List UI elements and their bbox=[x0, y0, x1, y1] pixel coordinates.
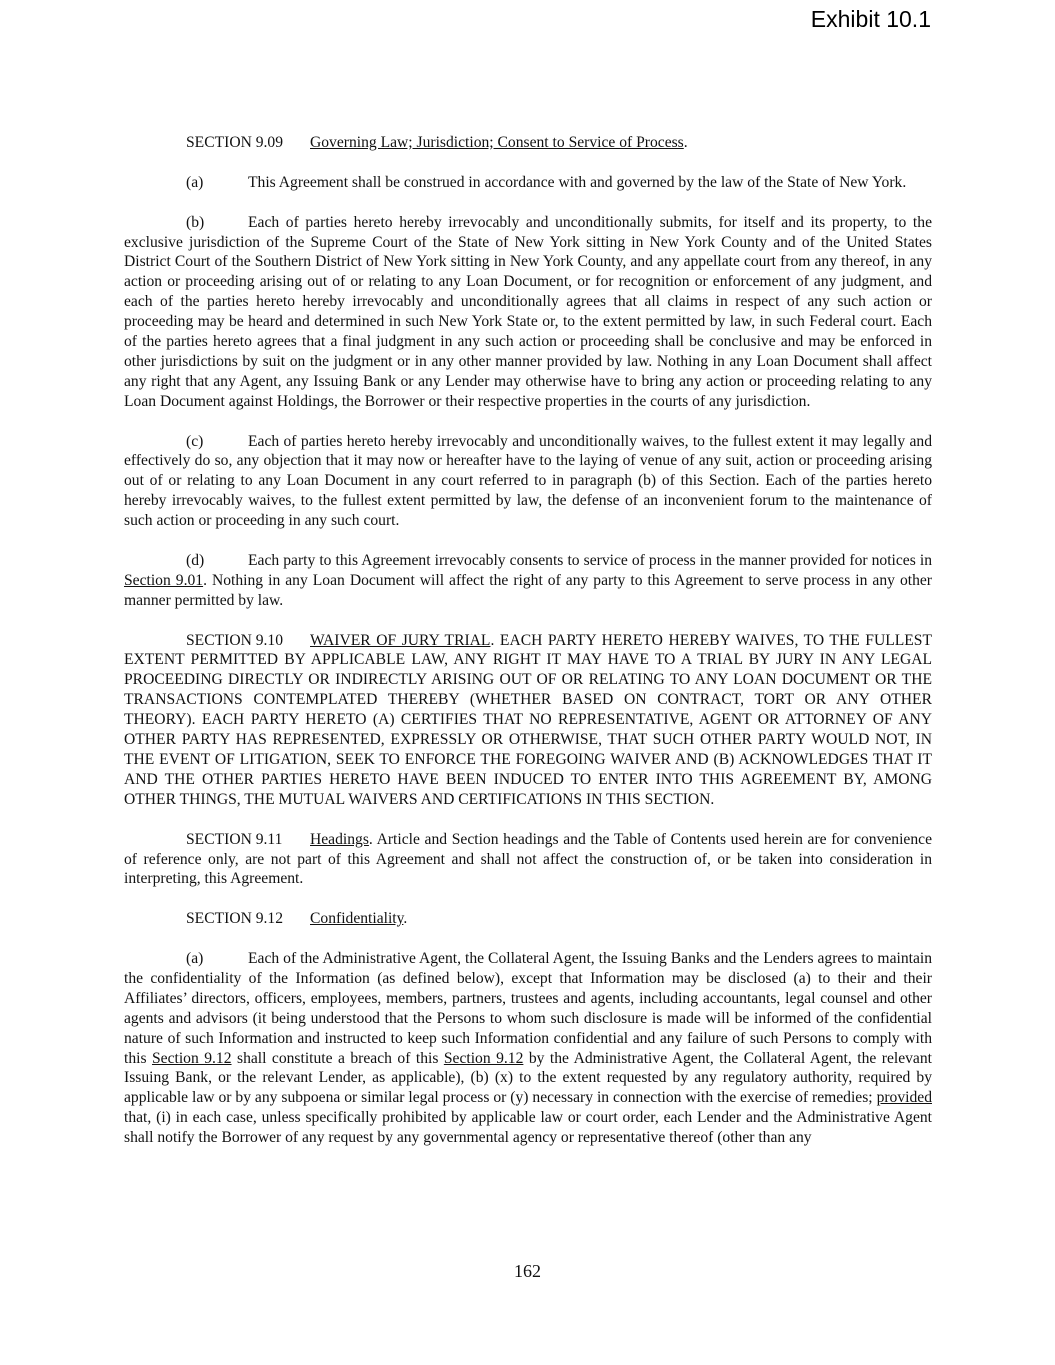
section-number: SECTION 9.09 bbox=[186, 134, 284, 151]
section-number: SECTION 9.11 bbox=[186, 830, 283, 848]
section-9-09-a bbox=[124, 173, 932, 193]
section-9-12-a: (a) Each of the Administrative Agent, the Collateral Agent, the Issuing Banks and the Lenders agrees to maintain the confidentiality of the Information (as defined below), except that Information may be disclosed (a) to their and their Affiliates’ directors, officers, employees, members, partners, trustees and agents, including accountants, legal counsel and other agents and advisors (it being understood that the Persons to whom such disclosure is made will be informed of the confidential nature of such Information and instructed to keep such Information confidential and any failure of such Persons to comply with this Section 9.12 shall constitute a breach of this Section 9.12 by the Administrative Agent, the Collateral Agent, the relevant Issuing Bank, or the relevant Lender, as applicable), (b) (x) to the extent requested by any regulatory authority, required by applicable law or by any subpoena or similar legal process or (y) necessary in connection with the exercise of remedies; provided that, (i) in each case, unless specifically prohibited by applicable law or court order, each Lender and the Administrative Agent shall notify the Borrower of any request by any governmental agency or representative thereof (other than any bbox=[124, 950, 932, 1147]
provided-term: provided bbox=[876, 1089, 932, 1107]
section-reference-link[interactable]: Section 9.12 bbox=[152, 1049, 232, 1067]
document-body bbox=[124, 133, 932, 1168]
paragraph-label: (b) bbox=[186, 213, 205, 231]
exhibit-label: Exhibit 10.1 bbox=[810, 6, 931, 32]
paragraph-text: Each party to this Agreement irrevocably consents to service of process in the manner provided for notices in bbox=[248, 551, 932, 569]
section-reference-link[interactable]: Section 9.01 bbox=[124, 571, 204, 589]
paragraph-text: This Agreement shall be construed in accordance with and governed by the law of the State of New York. bbox=[248, 173, 907, 191]
page-number: 162 bbox=[514, 1261, 541, 1281]
paragraph-text: Each of parties hereto hereby irrevocably and unconditionally submits, for itself and its property, to the exclusive jurisdiction of the Supreme Court of the State of New York sitting in New York County and of the United States District Court of the Southern District of New York sitting in New York County, and any appellate court from any thereof, in any action or proceeding arising out of or relating to any Loan Document, or for recognition or enforcement of any judgment, and each of the parties hereto hereby irrevocably and unconditionally agrees that all claims in respect of any such action or proceeding may be heard and determined in such New York State or, to the extent permitted by law, in such Federal court. Each of the parties hereto agrees that a final judgment in any such action or proceeding shall be conclusive and may be enforced in other jurisdictions by suit on the judgment or in any other manner provided by law. Nothing in any Loan Document shall affect any right that any Agent, any Issuing Bank or any Lender may otherwise have to bring any action or proceeding relating to any Loan Document against Holdings, the Borrower or their respective properties in the courts of any jurisdiction. bbox=[124, 213, 932, 410]
section-number: SECTION 9.10 bbox=[186, 631, 284, 649]
section-title: Governing Law; Jurisdiction; Consent to Service of Process bbox=[310, 134, 684, 151]
section-9-10 bbox=[124, 631, 932, 810]
paragraph-text: Each of the Administrative Agent, the Collateral Agent, the Issuing Banks and the Lenders agrees to maintain the confidentiality of the Information (as defined below), except that Information may be disclosed (a) to their and their Affiliates’ directors, officers, employees, members, partners, trustees and agents, including accountants, legal counsel and other agents and advisors (it being understood that the Persons to whom such disclosure is made will be informed of the confidential nature of such Information and instructed to keep such Information confidential and any failure of such Persons to comply with this bbox=[124, 950, 932, 1067]
section-reference-link[interactable]: Section 9.12 bbox=[443, 1049, 524, 1067]
paragraph-label: (a) bbox=[186, 173, 204, 191]
paragraph-text: . Article and Section headings and the Table of Contents used herein are for convenience of reference only, are not part of this Agreement and shall not affect the construction of, or be taken into consideration in interpreting, this Agreement. bbox=[124, 830, 932, 888]
paragraph-label: (d) bbox=[186, 551, 205, 569]
section-9-09-b bbox=[124, 213, 932, 412]
section-9-09-d: (d) Each party to this Agreement irrevocably consents to service of process in the manner provided for notices in Section 9.01. Nothing in any Loan Document will affect the right of any party to this Agreement to serve process in any other manner permitted by law. bbox=[124, 551, 932, 609]
section-9-09-c bbox=[124, 432, 932, 532]
section-title: Confidentiality bbox=[310, 910, 404, 928]
paragraph-text: . EACH PARTY HERETO HEREBY WAIVES, TO THE FULLEST EXTENT PERMITTED BY APPLICABLE LAW, ANY RIGHT IT MAY HAVE TO A TRIAL BY JURY IN ANY LEGAL PROCEEDING DIRECTLY OR INDIRECTLY ARISING OUT OF OR RELATING TO ANY LOAN DOCUMENT OR THE TRANSACTIONS CONTEMPLATED THEREBY (WHETHER BASED ON CONTRACT, TORT OR ANY OTHER THEORY). EACH PARTY HERETO (A) CERTIFIES THAT NO REPRESENTATIVE, AGENT OR ATTORNEY OF ANY OTHER PARTY HAS REPRESENTED, EXPRESSLY OR OTHERWISE, THAT SUCH OTHER PARTY WOULD NOT, IN THE EVENT OF LITIGATION, SEEK TO ENFORCE THE FOREGOING WAIVER AND (B) ACKNOWLEDGES THAT IT AND THE OTHER PARTIES HERETO HAVE BEEN INDUCED TO ENTER INTO THIS AGREEMENT BY, AMONG OTHER THINGS, THE MUTUAL WAIVERS AND CERTIFICATIONS IN THIS SECTION. bbox=[124, 631, 933, 808]
paragraph-text: Each of parties hereto hereby irrevocably and unconditionally waives, to the fullest extent it may legally and effectively do so, any objection that it may now or hereafter have to the laying of venue of any suit, action or proceeding arising out of or relating to any Loan Document in any court referred to in paragraph (b) of this Section. Each of the parties hereto hereby irrevocably waives, to the fullest extent permitted by law, the defense of an inconvenient forum to the maintenance of such action or proceeding in any such court. bbox=[124, 432, 932, 530]
section-title: WAIVER OF JURY TRIAL bbox=[310, 631, 491, 649]
paragraph-label: (a) bbox=[186, 950, 204, 968]
paragraph-label: (c) bbox=[186, 432, 204, 450]
section-9-09-heading: SECTION 9.09 Governing Law; Jurisdiction; Consent to Service of Process. bbox=[186, 134, 688, 151]
section-number: SECTION 9.12 bbox=[186, 910, 284, 928]
section-9-12-heading: SECTION 9.12 Confidentiality. bbox=[186, 910, 408, 928]
section-title: Headings bbox=[310, 830, 369, 848]
section-9-11 bbox=[124, 830, 932, 890]
